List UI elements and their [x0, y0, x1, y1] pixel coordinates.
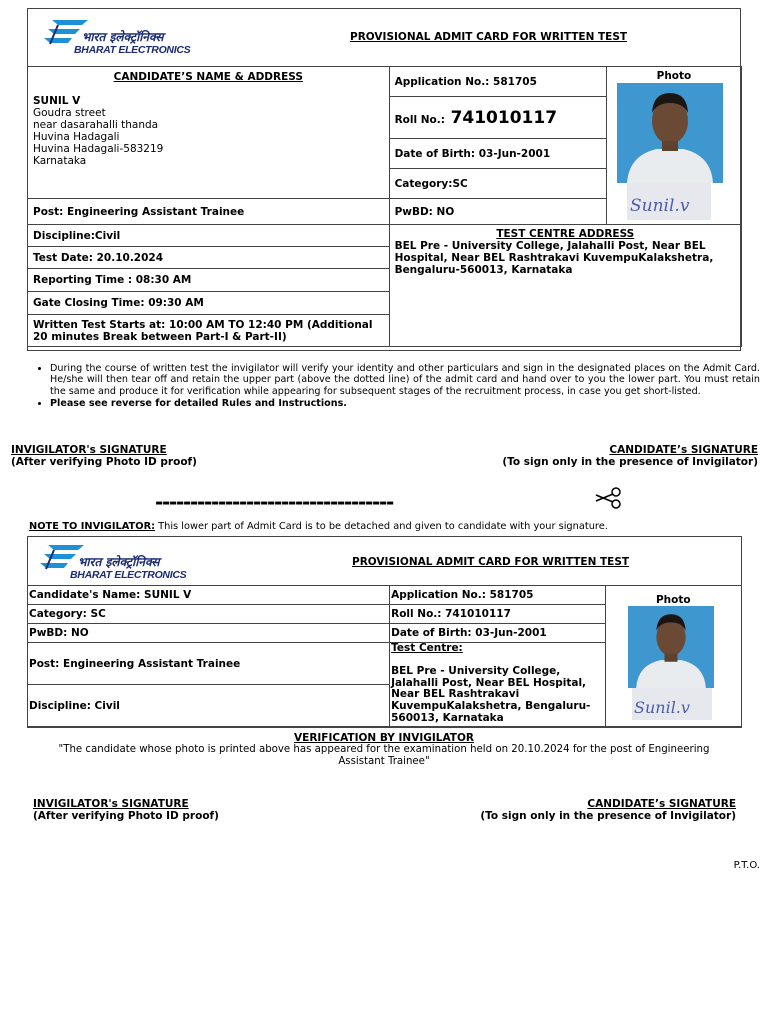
note-to-invigilator: [29, 521, 608, 532]
test-centre-cell: [389, 225, 741, 347]
candidate-signature-label: CANDIDATE’s SIGNATURE: [609, 444, 758, 456]
lower-date-of-birth: Date of Birth: 03-Jun-2001: [390, 624, 605, 643]
invigilator-signature-label: INVIGILATOR's SIGNATURE: [11, 444, 167, 456]
test-centre-heading: TEST CENTRE ADDRESS: [496, 228, 635, 240]
gate-closing-time: Gate Closing Time: 09:30 AM: [28, 292, 390, 315]
roll-label: Roll No.:: [394, 113, 445, 126]
verification-text: "The candidate whose photo is printed above has appeared for the examination held on 20.10.2024 for the post of Engineering Assistant Trainee": [58, 744, 710, 767]
candidate-name: SUNIL V: [33, 95, 81, 107]
test-date: Test Date: 20.10.2024: [28, 247, 390, 269]
address-line: near dasarahalli thanda: [33, 119, 159, 131]
lower-test-centre-cell: [390, 643, 605, 727]
lower-discipline: Discipline: Civil: [28, 685, 390, 727]
logo-text: BHARAT ELECTRONICS: [74, 44, 191, 56]
invigilator-signature-label: INVIGILATOR's SIGNATURE: [33, 798, 189, 810]
roll-number-cell: [389, 97, 606, 139]
written-test-time: Written Test Starts at: 10:00 AM TO 12:40 PM (Additional 20 minutes Break between Part-I & Part-II): [28, 315, 390, 347]
logo-hindi-text: भारत इलेक्ट्रॉनिक्स: [82, 30, 164, 44]
test-centre-address: BEL Pre - University College, Jalahalli Post, Near BEL Hospital, Near BEL Rashtrakavi KuvempuKalakshetra, Bengaluru-560013, Karnataka: [394, 240, 714, 276]
address-line: Goudra street: [33, 107, 106, 119]
lower-photo-label: Photo: [655, 594, 691, 606]
pwbd: PwBD: NO: [389, 199, 606, 225]
lower-title: PROVISIONAL ADMIT CARD FOR WRITTEN TEST: [352, 556, 630, 568]
address-line: Huvina Hadagali-583219: [33, 143, 164, 155]
lower-test-centre-label: Test Centre:: [391, 642, 463, 654]
lower-roll-number: Roll No.: 741010117: [390, 605, 605, 624]
category: Category:SC: [389, 169, 606, 199]
candidate-signature: Sunil.v: [630, 196, 690, 216]
candidate-signature-note: (To sign only in the presence of Invigilator): [480, 810, 736, 822]
post: Post: Engineering Assistant Trainee: [28, 199, 390, 225]
lower-candidate-name: Candidate's Name: SUNIL V: [28, 586, 390, 605]
person-photo-icon: [628, 606, 714, 688]
bel-logo: [42, 16, 192, 58]
note-to-invigilator-label: NOTE TO INVIGILATOR:: [29, 521, 156, 532]
upper-title: PROVISIONAL ADMIT CARD FOR WRITTEN TEST: [350, 31, 628, 43]
name-address-heading: CANDIDATE’S NAME & ADDRESS: [113, 71, 303, 83]
name-address-cell: [28, 67, 390, 199]
candidate-photo: [617, 83, 723, 183]
invigilator-signature-block: [11, 444, 197, 468]
roll-value: 741010117: [450, 107, 558, 128]
verification-heading: VERIFICATION BY INVIGILATOR: [294, 732, 474, 744]
scissors-icon: [594, 487, 624, 509]
invigilator-signature-note: (After verifying Photo ID proof): [11, 456, 197, 468]
discipline: Discipline:Civil: [28, 225, 390, 247]
cut-line: ----------------------------------: [155, 490, 394, 514]
candidate-signature-note: (To sign only in the presence of Invigilator): [502, 456, 758, 468]
lower-test-centre-address: BEL Pre - University College, Jalahalli Post, Near BEL Hospital, Near BEL Rashtrakavi KuvempuKalakshetra, Bengaluru-560013, Karnataka: [391, 664, 591, 724]
note-to-invigilator-text: This lower part of Admit Card is to be detached and given to candidate with your signature.: [155, 521, 608, 532]
reporting-time: Reporting Time : 08:30 AM: [28, 269, 390, 292]
lower-candidate-signature-block: [480, 798, 736, 822]
address-line: Huvina Hadagali: [33, 131, 120, 143]
candidate-signature-block: [502, 444, 758, 468]
instruction-item: • During the course of written test the invigilator will verify your identity and other particulars and sign in the designated places on the Admit Card. He/she will then tear off and retain the upper part (above the dotted line) of the admit card and hand over to you the lower part. You must retain the same and produce it for verification while appearing for subsequent stages of the recruitment process, in case you get short-listed.: [50, 363, 760, 397]
lower-category: Category: SC: [28, 605, 390, 624]
logo-text: BHARAT ELECTRONICS: [70, 569, 187, 581]
candidate-signature: Sunil.v: [634, 698, 690, 717]
lower-invigilator-signature-block: [33, 798, 219, 822]
application-number: Application No.: 581705: [389, 67, 606, 97]
candidate-photo: [628, 606, 714, 688]
lower-post: Post: Engineering Assistant Trainee: [28, 643, 390, 685]
pto-label: P.T.O.: [733, 860, 760, 871]
photo-label: Photo: [656, 70, 692, 82]
address-line: Karnataka: [33, 155, 87, 167]
logo-hindi-text: भारत इलेक्ट्रॉनिक्स: [78, 555, 160, 569]
candidate-signature-label: CANDIDATE’s SIGNATURE: [587, 798, 736, 810]
lower-pwbd: PwBD: NO: [28, 624, 390, 643]
date-of-birth: Date of Birth: 03-Jun-2001: [389, 139, 606, 169]
invigilator-signature-note: (After verifying Photo ID proof): [33, 810, 219, 822]
instructions-list: [32, 363, 760, 410]
bel-logo: [38, 541, 188, 583]
instruction-item: • Please see reverse for detailed Rules and Instructions.: [50, 398, 760, 409]
person-photo-icon: [617, 83, 723, 183]
lower-application-number: Application No.: 581705: [390, 586, 605, 605]
